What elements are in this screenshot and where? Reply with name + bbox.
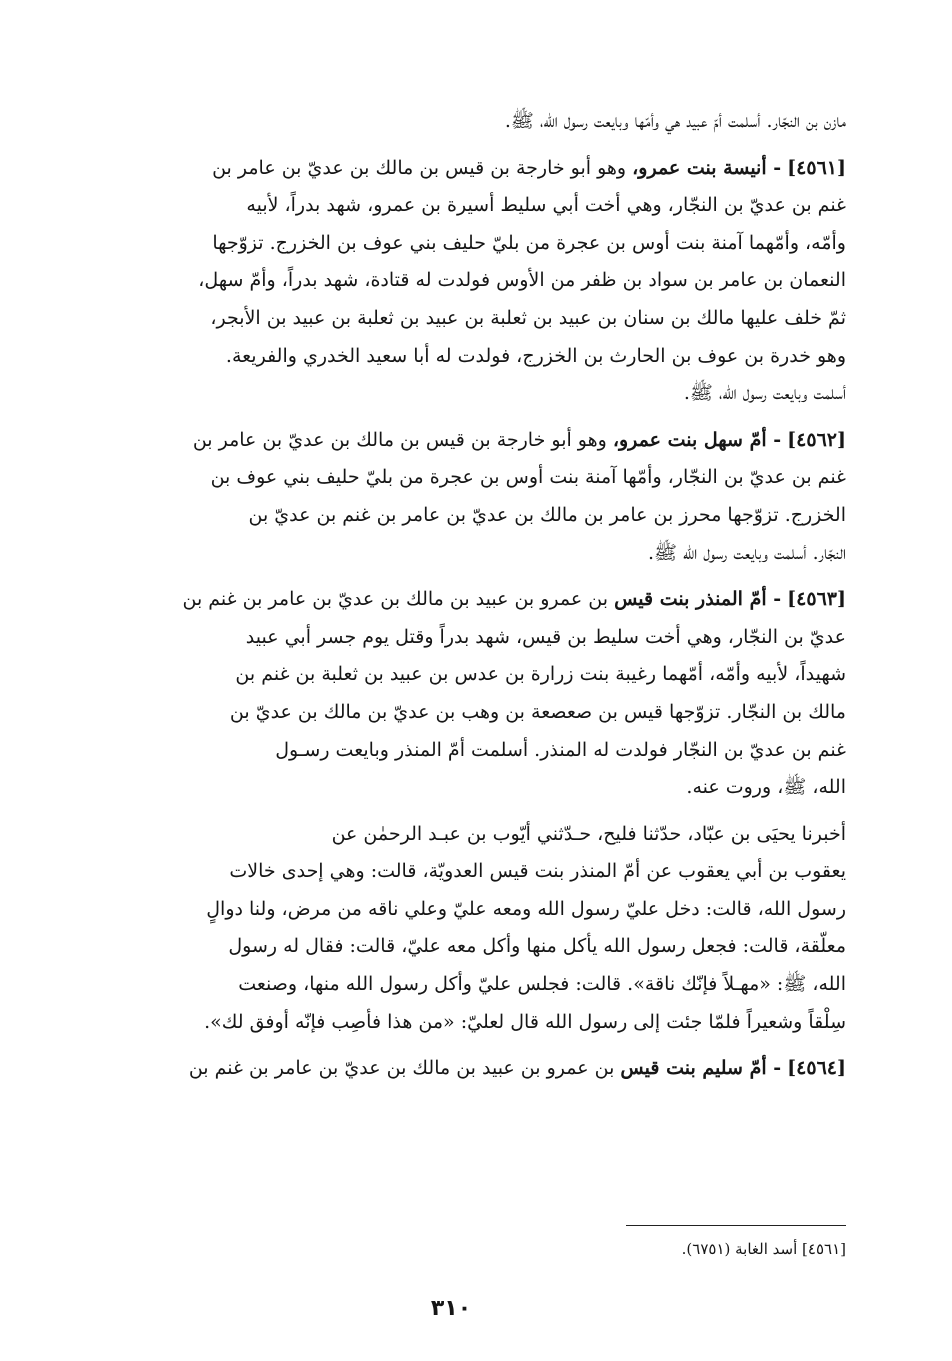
text-line: النجّار. أسلمت وبايعت رسول الله ﷺ. [648,541,846,564]
entry-first-line [96,150,846,188]
main-text [96,103,846,1097]
entry-4562 [96,422,846,572]
text-line: غنم بن عديّ بن النجّار، وهي أخت أبي سليط أسيرة بن عمرو، شهد بدراً، لأبيه [246,194,846,217]
entry-name: - أمّ المنذر بنت قيس [614,588,782,611]
text-line: سِلْقاً وشعيراً فلمّا جئت إلى رسول الله قال لعليّ: «من هذا فأصِب فإنّه أوفق لك». [204,1010,846,1033]
text-line: مازن بن النجّار. أسلمت أمّ عبيد هي وأمّها وبايعت رسول الله، ﷺ. [504,110,846,132]
entry-number: [٤٥٦٣] [787,588,846,611]
text-line: وأمّه، وأمّهما آمنة بنت أوس بن عجرة من بليّ حليف بني عوف بن الخزرج. تزوّجها [212,231,846,254]
text-line: النعمان بن عامر بن سواد بن ظفر من الأوس فولدت له قتادة، شهد بدراً، وأمّ سهل، [198,269,846,292]
entry-text: بن عمرو بن عبيد بن مالك بن عديّ بن عامر بن غنم بن [188,1057,615,1080]
text-line: أخبرنا يحيَى بن عبّاد، حدّثنا فليح، حـدّثني أيّوب بن عبـد الرحمٰن عن [331,822,846,845]
text-line: شهيداً، لأبيه وأمّه، أمّهما رغيبة بنت زرارة بن عدس بن عبيد بن ثعلبة بن غنم بن [235,663,846,686]
continuation-paragraph [96,103,846,141]
entry-name: - أمّ سليم بنت قيس [620,1057,782,1080]
footnote: [٤٥٦١] أسد الغابة (٦٧٥١). [681,1240,846,1258]
text-line: رسول الله، قالت: دخل عليّ رسول الله ومعه عليّ وعلي ناقه من مرض، ولنا دوالٍ [206,897,846,920]
text-line: معلّقة، قالت: فجعل رسول الله يأكل منها وأكل معه عليّ، قالت: فقال له رسول [228,935,846,958]
entry-name: - أنيسة بنت عمرو، [632,156,782,179]
entry-name: - أمّ سهل بنت عمرو، [612,428,782,451]
entry-text: وهو أبو خارجة بن قيس بن مالك بن عديّ بن عامر بن [212,156,627,179]
text-line: مالك بن النجّار. تزوّجها قيس بن صعصعة بن وهب بن عديّ بن مالك بن عديّ بن [229,700,846,723]
footnote-divider [626,1225,846,1226]
entry-first-line [96,581,846,619]
entry-number: [٤٥٦٢] [787,428,846,451]
text-line: وهو خدرة بن عوف بن الحارث بن الخزرج، فولدت له أبا سعيد الخدري والفريعة. [225,344,846,367]
text-line: غنم بن عديّ بن النجّار، وأمّها آمنة بنت أوس بن عجرة من بليّ حليف بني عوف بن [210,466,846,489]
text-line: عديّ بن النجّار، وهي أخت سليط بن قيس، شهد بدراً وقتل يوم جسر أبي عبيد [245,625,846,648]
entry-4563 [96,581,846,807]
text-line: أسلمت وبايعت رسول الله، ﷺ. [683,382,846,405]
entry-number: [٤٥٦١] [787,156,846,179]
entry-text: بن عمرو بن عبيد بن مالك بن عديّ بن عامر بن غنم بن [182,588,609,611]
text-line: ثمّ خلف عليها مالك بن سنان بن عبيد بن ثعلبة بن عبيد بن ثعلبة بن عبيد بن الأبجر، [210,306,846,329]
entry-first-line [96,422,846,460]
text-line: يعقوب بن أبي يعقوب عن أمّ المنذر بنت قيس العدويّة، قالت: وهي إحدى خالات [229,860,846,883]
page-number: ٣١٠ [430,1296,472,1321]
entry-4561 [96,150,846,413]
hadith-paragraph [96,816,846,1042]
entry-4564 [96,1050,846,1088]
entry-first-line [96,1050,846,1088]
entry-text: وهو أبو خارجة بن قيس بن مالك بن عديّ بن عامر بن [192,428,607,451]
entry-number: [٤٥٦٤] [787,1057,846,1080]
text-line: الخزرج. تزوّجها محرز بن عامر بن مالك بن عديّ بن عامر بن غنم بن عديّ بن [248,503,846,526]
text-line: الله، ﷺ، وروت عنه. [686,776,846,799]
text-line: غنم بن عديّ بن النجّار فولدت له المنذر. أسلمت أمّ المنذر وبايعت رسـول [275,738,846,761]
text-line: الله، ﷺ: «مهـلاً فإنّك ناقة». قالت: فجلس عليّ وأكل رسول الله منها، وصنعت [238,973,846,996]
